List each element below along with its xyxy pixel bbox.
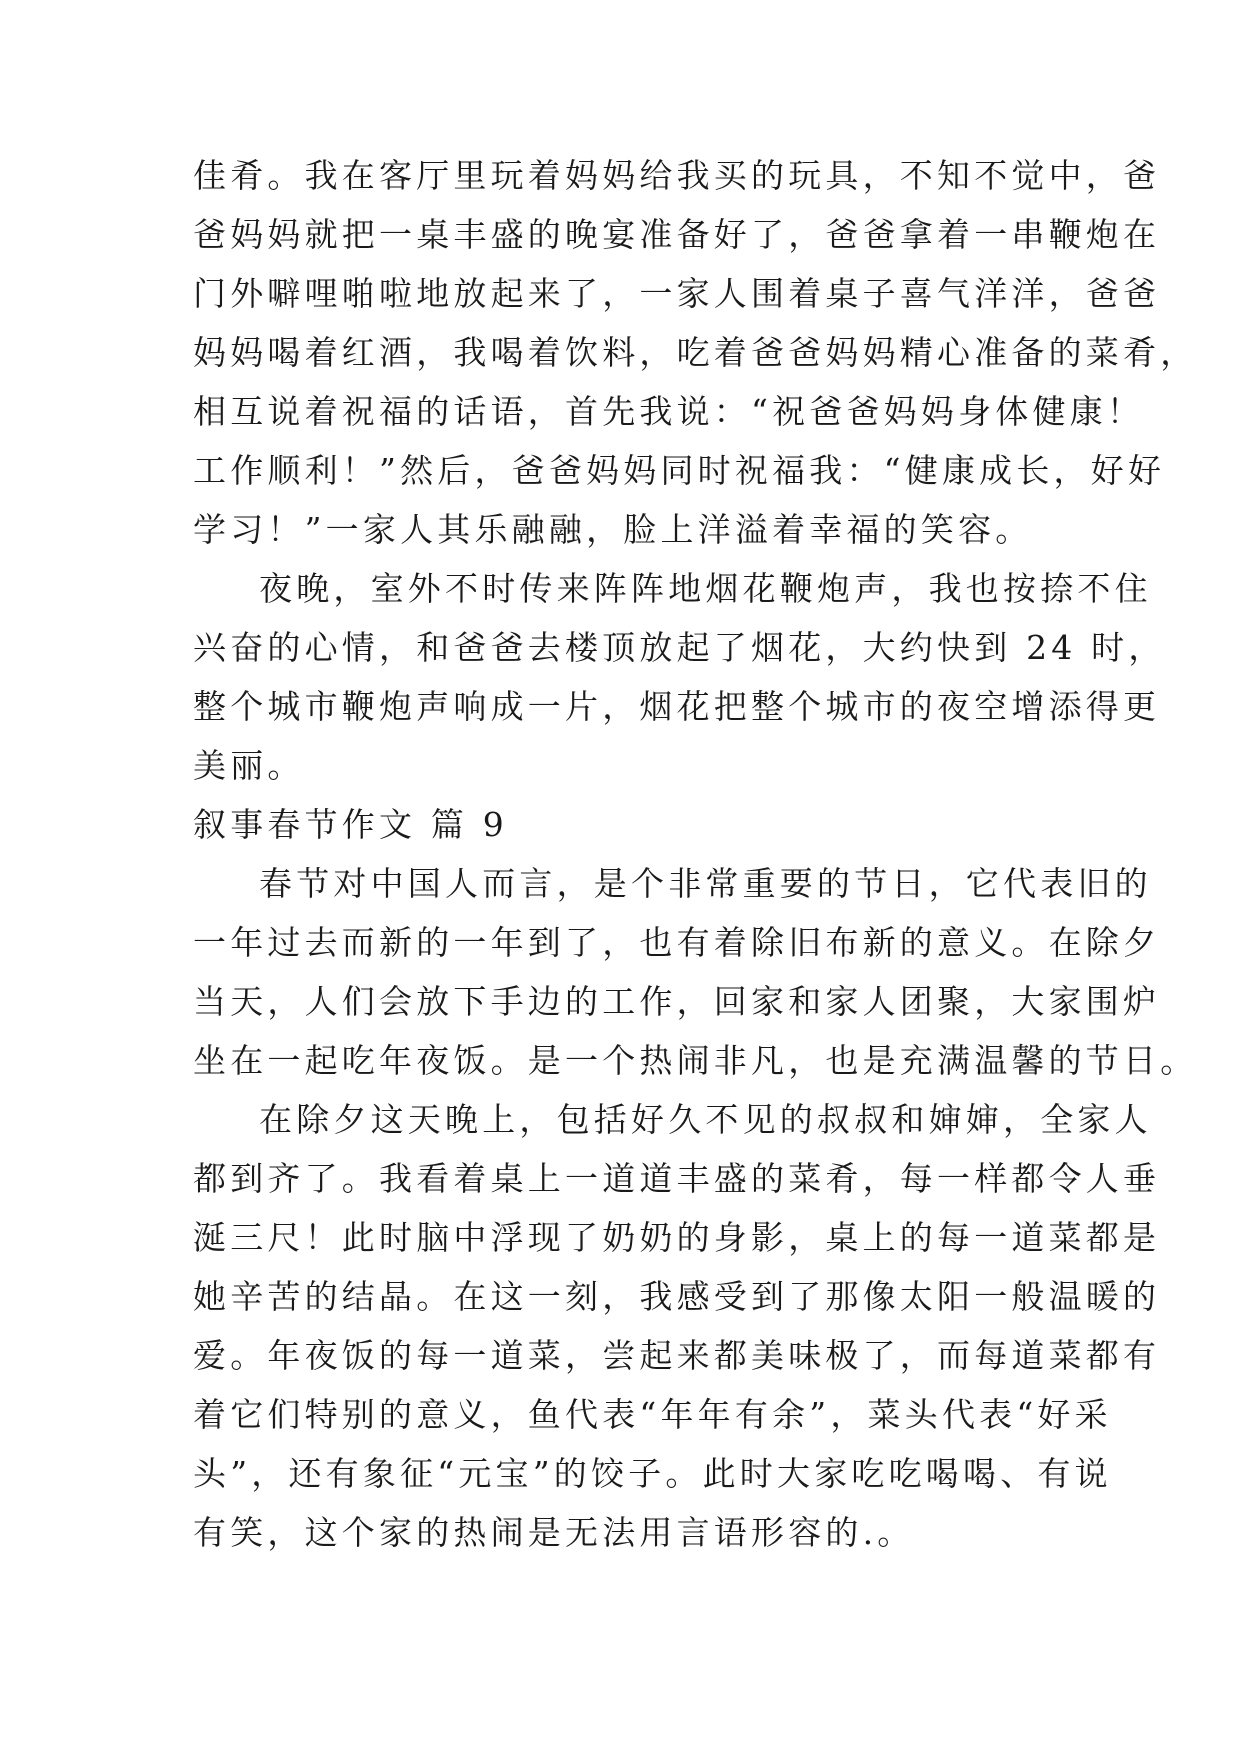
text-line: 学习！”一家人其乐融融，脸上洋溢着幸福的笑容。 [193,510,1033,549]
text-line: 美丽。 [193,746,305,785]
text-line: 着它们特别的意义，鱼代表“年年有余”，菜头代表“好采 [193,1395,1112,1434]
text-line: 头”，还有象征“元宝”的饺子。此时大家吃吃喝喝、有说 [193,1454,1112,1493]
text-line: 整个城市鞭炮声响成一片，烟花把整个城市的夜空增添得更 [193,687,1161,726]
text-line: 有笑，这个家的热闹是无法用言语形容的.。 [193,1513,915,1552]
text-line: 涎三尺！此时脑中浮现了奶奶的身影，桌上的每一道菜都是 [193,1218,1161,1257]
text-line: 工作顺利！”然后，爸爸妈妈同时祝福我：“健康成长，好好 [193,451,1166,490]
text-line: 她辛苦的结晶。在这一刻，我感受到了那像太阳一般温暖的 [193,1277,1161,1316]
text-line: 妈妈喝着红酒，我喝着饮料，吃着爸爸妈妈精心准备的菜肴， [193,333,1198,372]
text-line: 佳肴。我在客厅里玩着妈妈给我买的玩具，不知不觉中，爸 [193,156,1161,195]
text-line: 一年过去而新的一年到了，也有着除旧布新的意义。在除夕 [193,923,1161,962]
text-line: 爱。年夜饭的每一道菜，尝起来都美味极了，而每道菜都有 [193,1336,1161,1375]
text-line: 爸妈妈就把一桌丰盛的晚宴准备好了，爸爸拿着一串鞭炮在 [193,215,1161,254]
text-line: 兴奋的心情，和爸爸去楼顶放起了烟花，大约快到 24 时， [193,628,1166,667]
text-line: 当天，人们会放下手边的工作，回家和家人团聚，大家围炉 [193,982,1161,1021]
body-text [193,146,1198,1562]
text-line: 夜晚，室外不时传来阵阵地烟花鞭炮声，我也按捺不住 [259,569,1152,608]
text-line: 相互说着祝福的话语，首先我说：“祝爸爸妈妈身体健康！ [193,392,1145,431]
text-line: 都到齐了。我看着桌上一道道丰盛的菜肴，每一样都令人垂 [193,1159,1161,1198]
section-heading: 叙事春节作文 篇 9 [193,805,508,844]
text-line: 在除夕这天晚上，包括好久不见的叔叔和婶婶，全家人 [259,1100,1152,1139]
text-line: 坐在一起吃年夜饭。是一个热闹非凡，也是充满温馨的节日。 [193,1041,1198,1080]
text-line: 春节对中国人而言，是个非常重要的节日，它代表旧的 [259,864,1152,903]
text-line: 门外噼哩啪啦地放起来了，一家人围着桌子喜气洋洋，爸爸 [193,274,1161,313]
